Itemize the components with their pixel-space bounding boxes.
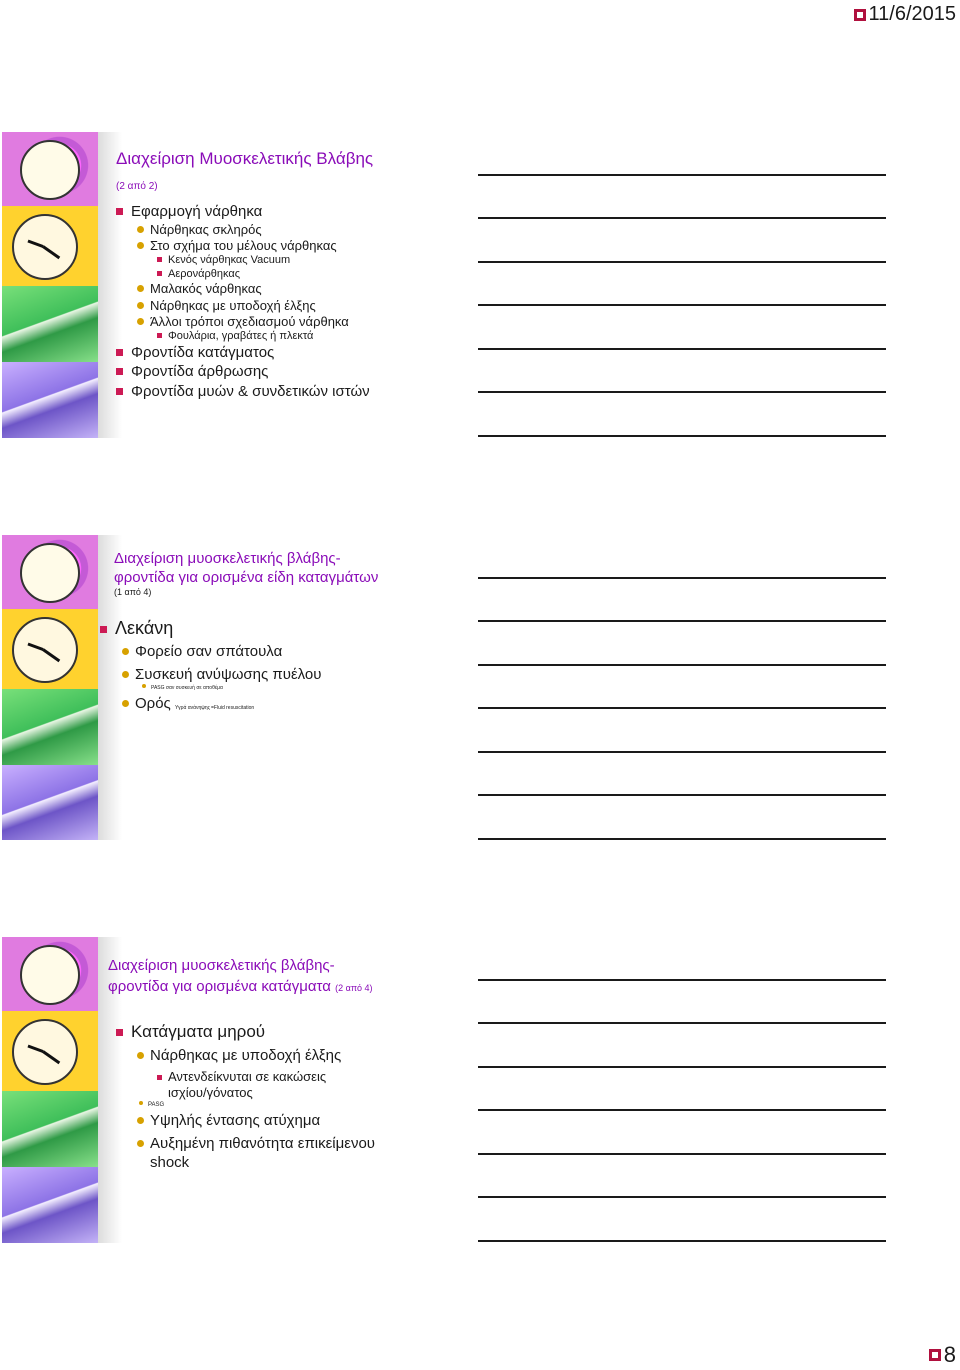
slide-subtitle: (2 από 2) (116, 181, 158, 192)
list-item: Κατάγματα μηρού (116, 1022, 265, 1042)
list-item: ισχίου/γόνατος (168, 1085, 253, 1100)
list-item: Αυξημένη πιθανότητα επικείμενου (137, 1135, 375, 1152)
slide-decoration-strip (2, 937, 98, 1243)
list-item: Κενός νάρθηκας Vacuum (157, 254, 290, 266)
clock-icon (2, 206, 98, 286)
slide-title: Διαχείριση μυοσκελετικής βλάβης- φροντίδα για ορισμένα κατάγματα (2 από 4) (108, 957, 373, 995)
book-icon (2, 1091, 98, 1167)
list-item: Αερονάρθηκας (157, 268, 240, 280)
square-bullet-icon (929, 1349, 941, 1361)
slide-3 (2, 937, 420, 1243)
slide-title: Διαχείριση Μυοσκελετικής Βλάβης (116, 149, 374, 168)
slide-subtitle: (1 από 4) (114, 587, 152, 597)
header-date (854, 3, 957, 26)
page-number (929, 1342, 956, 1368)
clock-icon (2, 535, 98, 609)
list-item: shock (150, 1154, 190, 1171)
date-text: 11/6/2015 (868, 3, 956, 25)
list-item: Φορείο σαν σπάτουλα (122, 643, 282, 660)
list-item: Ορός (122, 695, 171, 712)
clock-icon (2, 937, 98, 1011)
book-icon (2, 286, 98, 362)
clock-icon (2, 132, 98, 206)
book-icon (2, 362, 98, 438)
clock-icon (2, 1011, 98, 1091)
list-item: PASG (139, 1101, 164, 1108)
list-item: Νάρθηκας σκληρός (137, 222, 262, 237)
slide-subtitle: (2 από 4) (335, 983, 373, 993)
list-item: Εφαρμογή νάρθηκα (116, 203, 262, 220)
list-item: PASG σαν συσκευή σε αποθέμα (142, 684, 223, 691)
list-item: Λεκάνη (100, 618, 173, 639)
list-item: Στο σχήμα του μέλους νάρθηκας (137, 238, 337, 253)
list-item: Νάρθηκας με υποδοχή έλξης (137, 298, 316, 313)
slide-title: Διαχείριση μυοσκελετικής βλάβης- φροντίδα για ορισμένα είδη καταγμάτων (114, 550, 379, 586)
slide-decoration-strip (2, 132, 98, 438)
slide-1 (2, 132, 420, 438)
list-item: =Fluid resuscitation (211, 705, 255, 711)
page-number-text: 8 (943, 1342, 956, 1367)
book-icon (2, 765, 98, 840)
slide-2 (2, 535, 420, 840)
list-item: Φροντίδα μυών & συνδετικών ιστών (116, 383, 370, 400)
square-bullet-icon (854, 9, 866, 21)
list-item: Άλλοι τρόποι σχεδιασμού νάρθηκα (137, 314, 349, 329)
clock-icon (2, 609, 98, 689)
book-icon (2, 689, 98, 765)
list-item: Φροντίδα άρθρωσης (116, 363, 268, 380)
list-item: Φουλάρια, γραβάτες ή πλεκτά (157, 330, 313, 342)
list-item: Μαλακός νάρθηκας (137, 281, 262, 296)
list-item: Υψηλής έντασης ατύχημα (137, 1112, 320, 1129)
book-icon (2, 1167, 98, 1243)
list-item: Συσκευή ανύψωσης πυέλου (122, 666, 321, 683)
list-item: Νάρθηκας με υποδοχή έλξης (137, 1047, 341, 1064)
list-item: Φροντίδα κατάγματος (116, 344, 274, 361)
list-item: Υγρά ανάνηψης (175, 705, 211, 711)
slide-decoration-strip (2, 535, 98, 840)
list-item: Αντενδείκνυται σε κακώσεις (157, 1069, 326, 1084)
